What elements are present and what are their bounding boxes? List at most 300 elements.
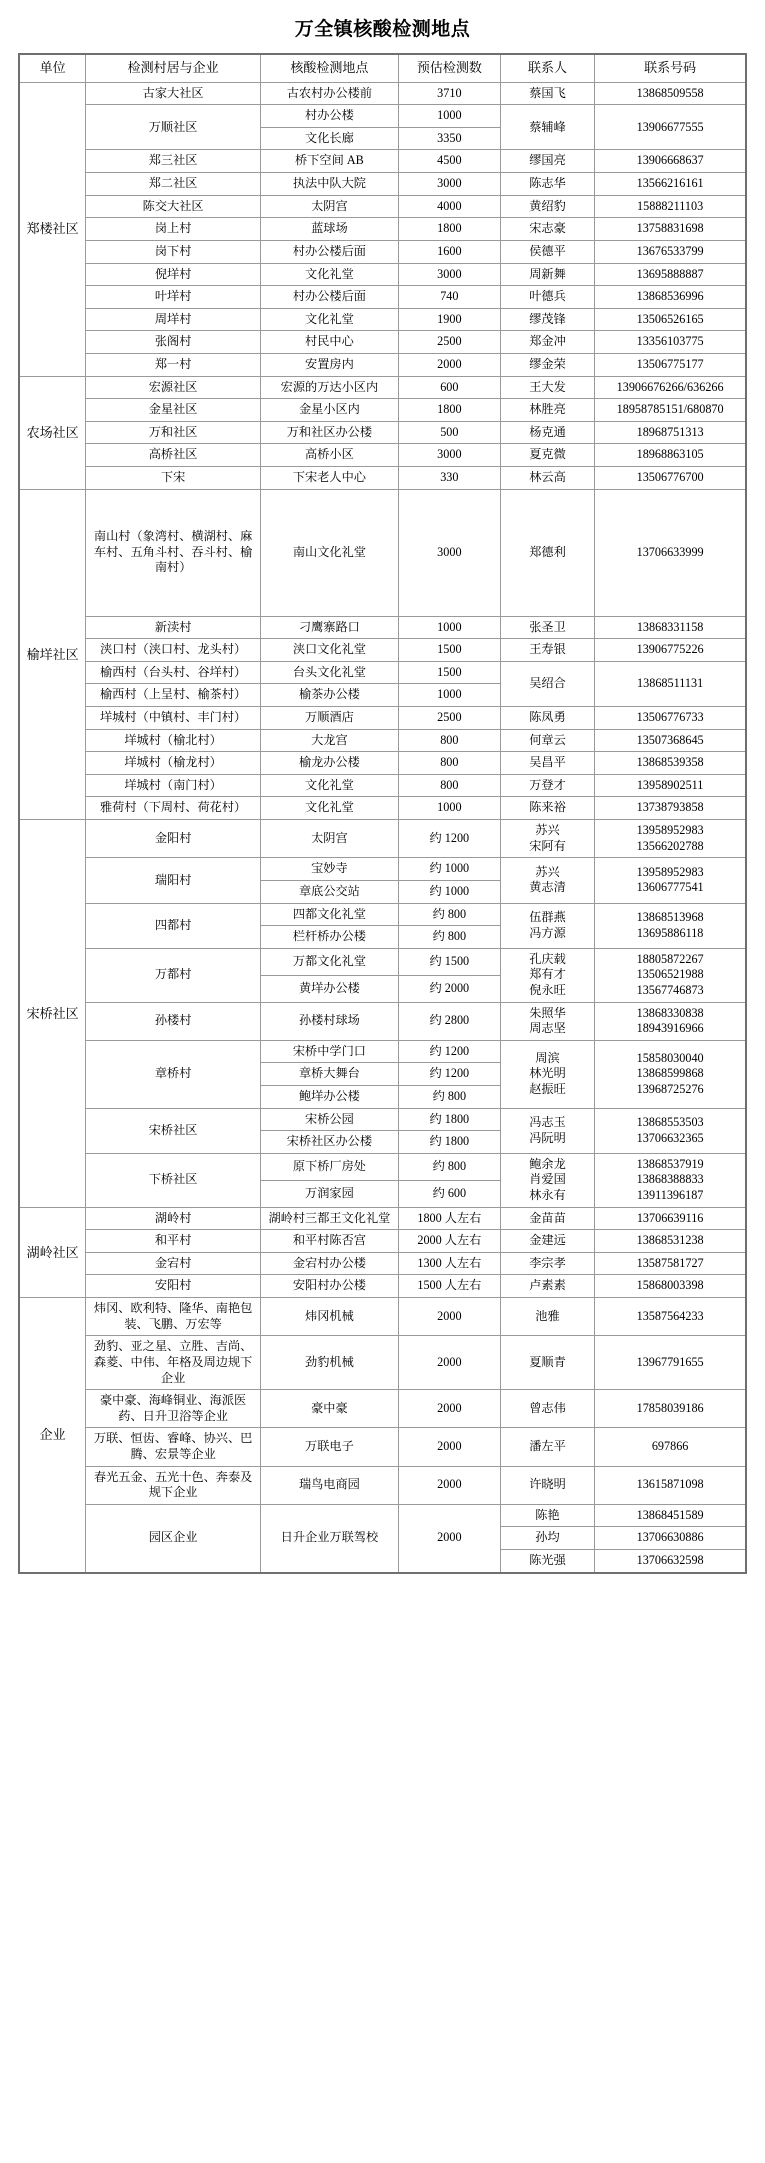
site-cell: 章底公交站 [260, 880, 398, 903]
table-row [19, 489, 746, 616]
contact-person-cell: 夏顺青 [500, 1336, 595, 1390]
village-cell: 周垟村 [86, 308, 260, 331]
table-row [19, 1390, 746, 1428]
contact-person-cell: 陈来裕 [500, 797, 595, 820]
site-cell: 文化礼堂 [260, 797, 398, 820]
unit-cell: 湖岭社区 [19, 1207, 86, 1297]
site-cell: 村办公楼后面 [260, 286, 398, 309]
contact-phone-cell [595, 948, 746, 1002]
contact-person-cell: 叶德兵 [500, 286, 595, 309]
site-cell: 章桥大舞台 [260, 1063, 398, 1086]
count-cell: 800 [398, 774, 500, 797]
contact-phone-cell: 13566216161 [595, 173, 746, 196]
contact-phone-cell-line: 13567746873 [636, 982, 704, 997]
count-cell: 2000 [398, 1466, 500, 1504]
table-row [19, 399, 746, 422]
table-row [19, 1040, 746, 1063]
contact-phone-cell: 13587581727 [595, 1252, 746, 1275]
table-row [19, 286, 746, 309]
site-cell: 刁鹰寨路口 [260, 616, 398, 639]
contact-phone-cell-line: 13606777541 [636, 880, 704, 895]
contact-person-cell: 陈志华 [500, 173, 595, 196]
table-row [19, 421, 746, 444]
contact-person-cell-line: 黄志清 [529, 880, 566, 895]
contact-phone-cell-line: 13868553503 [636, 1115, 704, 1130]
contact-person-cell: 缪国亮 [500, 150, 595, 173]
contact-person-cell-line: 冯阮明 [529, 1130, 566, 1145]
site-cell: 执法中队大院 [260, 173, 398, 196]
contact-person-cell-line: 宋阿有 [529, 838, 566, 853]
site-cell: 湖岭村三都王文化礼堂 [260, 1207, 398, 1230]
contact-phone-cell: 17858039186 [595, 1390, 746, 1428]
village-cell: 垟城村（榆龙村） [86, 752, 260, 775]
contact-phone-cell [595, 1108, 746, 1153]
village-cell: 郑三社区 [86, 150, 260, 173]
contact-person-cell-line: 林永有 [529, 1188, 566, 1203]
site-cell: 万都文化礼堂 [260, 948, 398, 975]
contact-person-cell-line: 苏兴 [535, 864, 560, 879]
contact-phone-cell: 15868003398 [595, 1275, 746, 1298]
page-title: 万全镇核酸检测地点 [294, 19, 471, 40]
table-row [19, 1275, 746, 1298]
contact-person-cell: 黄绍豹 [500, 195, 595, 218]
count-cell: 2000 [398, 1428, 500, 1466]
table-row [19, 616, 746, 639]
contact-person-cell: 杨克通 [500, 421, 595, 444]
village-cell: 古家大社区 [86, 82, 260, 105]
table-row [19, 820, 746, 858]
contact-person-cell-line: 冯志玉 [529, 1115, 566, 1130]
contact-phone-cell: 13695888887 [595, 263, 746, 286]
site-cell: 台头文化礼堂 [260, 661, 398, 684]
count-cell: 1800 人左右 [398, 1207, 500, 1230]
contact-phone-cell: 18968863105 [595, 444, 746, 467]
village-cell: 宋桥社区 [86, 1108, 260, 1153]
column-header-phone: 联系号码 [595, 54, 746, 82]
count-cell: 约 1500 [398, 948, 500, 975]
contact-phone-cell: 13506776700 [595, 466, 746, 489]
site-cell: 宋桥中学门口 [260, 1040, 398, 1063]
village-cell: 湖岭村 [86, 1207, 260, 1230]
contact-phone-cell: 13706630886 [595, 1527, 746, 1550]
contact-person-cell: 宋志豪 [500, 218, 595, 241]
contact-phone-cell-line: 13868513968 [636, 910, 704, 925]
table-row [19, 173, 746, 196]
village-cell: 春光五金、五光十色、奔泰及规下企业 [86, 1466, 260, 1504]
count-cell: 约 1000 [398, 858, 500, 881]
contact-person-cell-line: 林光明 [529, 1066, 566, 1081]
contact-phone-cell-line: 13506521988 [636, 967, 704, 982]
village-cell: 豪中豪、海峰铜业、海派医药、日升卫浴等企业 [86, 1390, 260, 1428]
contact-person-cell [500, 903, 595, 948]
village-cell: 南山村（象湾村、横湖村、麻车村、五角斗村、吞斗村、榆南村） [86, 489, 260, 616]
contact-person-cell: 金建远 [500, 1230, 595, 1253]
table-row [19, 105, 746, 128]
contact-phone-cell: 13958902511 [595, 774, 746, 797]
count-cell: 330 [398, 466, 500, 489]
count-cell: 1800 [398, 218, 500, 241]
contact-person-cell-line: 周志坚 [529, 1021, 566, 1036]
column-header-unit: 单位 [19, 54, 86, 82]
table-row [19, 1230, 746, 1253]
column-header-village: 检测村居与企业 [86, 54, 260, 82]
contact-phone-cell: 13615871098 [595, 1466, 746, 1504]
contact-phone-cell: 13738793858 [595, 797, 746, 820]
table-row [19, 1153, 746, 1180]
table-body [19, 82, 746, 1573]
table-row [19, 308, 746, 331]
village-cell: 瑞阳村 [86, 858, 260, 903]
contact-phone-cell-line: 13868388833 [636, 1172, 704, 1187]
unit-cell: 农场社区 [19, 376, 86, 489]
contact-person-cell-line: 肖爱国 [529, 1172, 566, 1187]
contact-phone-cell: 13868536996 [595, 286, 746, 309]
contact-phone-cell: 13356103775 [595, 331, 746, 354]
count-cell: 2000 [398, 353, 500, 376]
contact-phone-cell: 13758831698 [595, 218, 746, 241]
table-row [19, 903, 746, 926]
table-row [19, 195, 746, 218]
site-cell: 文化礼堂 [260, 263, 398, 286]
testing-locations-table [18, 53, 747, 1574]
count-cell: 3000 [398, 173, 500, 196]
count-cell: 约 800 [398, 1086, 500, 1109]
contact-person-cell-line: 倪永旺 [529, 982, 566, 997]
count-cell: 800 [398, 729, 500, 752]
count-cell: 1500 [398, 639, 500, 662]
unit-cell: 郑楼社区 [19, 82, 86, 376]
site-cell: 原下桥厂房处 [260, 1153, 398, 1180]
contact-person-cell: 侯德平 [500, 240, 595, 263]
site-cell: 万和社区办公楼 [260, 421, 398, 444]
count-cell: 约 1800 [398, 1131, 500, 1154]
village-cell: 雅荷村（下周村、荷花村） [86, 797, 260, 820]
contact-phone-cell: 13587564233 [595, 1298, 746, 1336]
table-row [19, 240, 746, 263]
village-cell: 园区企业 [86, 1504, 260, 1572]
village-cell: 垟城村（中镇村、丰门村） [86, 707, 260, 730]
village-cell: 陈交大社区 [86, 195, 260, 218]
site-cell: 宏源的万达小区内 [260, 376, 398, 399]
contact-phone-cell: 13507368645 [595, 729, 746, 752]
contact-phone-cell: 13706639116 [595, 1207, 746, 1230]
village-cell: 榆西村（台头村、谷垟村） [86, 661, 260, 684]
contact-phone-cell-line: 13911396187 [636, 1188, 704, 1203]
site-cell: 劲豹机械 [260, 1336, 398, 1390]
contact-phone-cell-line: 13868330838 [636, 1005, 704, 1020]
count-cell: 约 800 [398, 903, 500, 926]
contact-phone-cell-line: 18943916966 [636, 1021, 704, 1036]
contact-phone-cell: 13967791655 [595, 1336, 746, 1390]
contact-person-cell: 缪金荣 [500, 353, 595, 376]
table-row [19, 353, 746, 376]
village-cell: 章桥村 [86, 1040, 260, 1108]
site-cell: 安置房内 [260, 353, 398, 376]
contact-phone-cell-line: 15858030040 [636, 1050, 704, 1065]
village-cell: 张阁村 [86, 331, 260, 354]
village-cell: 万和社区 [86, 421, 260, 444]
contact-phone-cell: 13676533799 [595, 240, 746, 263]
table-row [19, 466, 746, 489]
table-row [19, 1336, 746, 1390]
contact-person-cell: 陈光强 [500, 1550, 595, 1573]
contact-person-cell [500, 1153, 595, 1207]
contact-person-cell: 林云高 [500, 466, 595, 489]
count-cell: 740 [398, 286, 500, 309]
count-cell: 600 [398, 376, 500, 399]
contact-person-cell: 夏克微 [500, 444, 595, 467]
table-row [19, 1428, 746, 1466]
count-cell: 约 1000 [398, 880, 500, 903]
contact-phone-cell: 13706632598 [595, 1550, 746, 1573]
site-cell: 金宕村办公楼 [260, 1252, 398, 1275]
count-cell: 4000 [398, 195, 500, 218]
count-cell: 3000 [398, 263, 500, 286]
village-cell: 郑一村 [86, 353, 260, 376]
site-cell: 蓝球场 [260, 218, 398, 241]
table-row [19, 218, 746, 241]
table-row [19, 774, 746, 797]
contact-person-cell: 张圣卫 [500, 616, 595, 639]
count-cell: 1500 [398, 661, 500, 684]
village-cell: 四都村 [86, 903, 260, 948]
contact-phone-cell: 13506775177 [595, 353, 746, 376]
contact-phone-cell [595, 820, 746, 858]
table-row [19, 1108, 746, 1131]
site-cell: 鲍垟办公楼 [260, 1086, 398, 1109]
count-cell: 约 600 [398, 1180, 500, 1207]
table-row [19, 707, 746, 730]
table-row [19, 331, 746, 354]
table-row [19, 729, 746, 752]
count-cell: 约 1200 [398, 1063, 500, 1086]
contact-phone-cell-line: 13968725276 [636, 1082, 704, 1096]
count-cell: 3710 [398, 82, 500, 105]
site-cell: 豪中豪 [260, 1390, 398, 1428]
count-cell: 约 2800 [398, 1002, 500, 1040]
column-header-site: 核酸检测地点 [260, 54, 398, 82]
village-cell: 高桥社区 [86, 444, 260, 467]
count-cell: 1000 [398, 797, 500, 820]
site-cell: 浃口文化礼堂 [260, 639, 398, 662]
table-row [19, 1466, 746, 1504]
site-cell: 金星小区内 [260, 399, 398, 422]
table-row [19, 82, 746, 105]
site-cell: 宋桥社区办公楼 [260, 1131, 398, 1154]
table-row [19, 1504, 746, 1527]
village-cell: 下桥社区 [86, 1153, 260, 1207]
contact-phone-cell: 13868331158 [595, 616, 746, 639]
contact-person-cell-line: 冯方源 [529, 925, 566, 940]
village-cell: 榆西村（上呈村、榆茶村） [86, 684, 260, 707]
contact-person-cell: 陈凤勇 [500, 707, 595, 730]
count-cell: 3000 [398, 489, 500, 616]
village-cell: 浃口村（浃口村、龙头村） [86, 639, 260, 662]
contact-phone-cell: 697866 [595, 1428, 746, 1466]
contact-person-cell-line: 鲍余龙 [529, 1156, 566, 1171]
site-cell: 孙楼村球场 [260, 1002, 398, 1040]
site-cell: 村民中心 [260, 331, 398, 354]
contact-phone-cell [595, 1040, 746, 1108]
contact-phone-cell [595, 1153, 746, 1207]
table-row [19, 639, 746, 662]
column-header-count: 预估检测数 [398, 54, 500, 82]
site-cell: 日升企业万联驾校 [260, 1504, 398, 1572]
contact-person-cell [500, 1040, 595, 1108]
site-cell: 榆茶办公楼 [260, 684, 398, 707]
contact-phone-cell: 13506526165 [595, 308, 746, 331]
count-cell: 1500 人左右 [398, 1275, 500, 1298]
contact-person-cell: 郑金冲 [500, 331, 595, 354]
column-header-person: 联系人 [500, 54, 595, 82]
contact-phone-cell: 18958785151/680870 [595, 399, 746, 422]
contact-person-cell: 缪茂锋 [500, 308, 595, 331]
unit-cell: 企业 [19, 1298, 86, 1573]
site-cell: 文化礼堂 [260, 308, 398, 331]
village-cell: 金阳村 [86, 820, 260, 858]
table-row [19, 797, 746, 820]
contact-phone-cell [595, 858, 746, 903]
site-cell: 桥下空间 AB [260, 150, 398, 173]
contact-person-cell: 万登才 [500, 774, 595, 797]
site-cell: 黄垟办公楼 [260, 975, 398, 1002]
contact-person-cell: 孙均 [500, 1527, 595, 1550]
contact-person-cell-line: 伍群燕 [529, 910, 566, 925]
site-cell: 南山文化礼堂 [260, 489, 398, 616]
site-cell: 炜冈机械 [260, 1298, 398, 1336]
count-cell: 约 1800 [398, 1108, 500, 1131]
contact-person-cell: 陈艳 [500, 1504, 595, 1527]
count-cell: 约 2000 [398, 975, 500, 1002]
count-cell: 1300 人左右 [398, 1252, 500, 1275]
village-cell: 岗上村 [86, 218, 260, 241]
count-cell: 500 [398, 421, 500, 444]
contact-phone-cell-line: 13868537919 [636, 1156, 704, 1171]
contact-phone-cell: 13706633999 [595, 489, 746, 616]
table-row [19, 150, 746, 173]
count-cell: 1600 [398, 240, 500, 263]
contact-person-cell: 郑德利 [500, 489, 595, 616]
count-cell: 3350 [398, 127, 500, 150]
contact-person-cell [500, 858, 595, 903]
contact-phone-cell: 13906668637 [595, 150, 746, 173]
village-cell: 万顺社区 [86, 105, 260, 150]
site-cell: 文化长廊 [260, 127, 398, 150]
site-cell: 大龙宫 [260, 729, 398, 752]
count-cell: 2000 [398, 1390, 500, 1428]
contact-phone-cell [595, 1002, 746, 1040]
table-row [19, 1298, 746, 1336]
site-cell: 万润家园 [260, 1180, 398, 1207]
contact-phone-cell-line: 13868599868 [636, 1066, 704, 1081]
table-row [19, 376, 746, 399]
contact-person-cell-line: 郑有才 [529, 967, 566, 982]
contact-phone-cell-line: 13958952983 [636, 864, 704, 879]
count-cell: 2500 [398, 331, 500, 354]
village-cell: 新渎村 [86, 616, 260, 639]
count-cell: 1800 [398, 399, 500, 422]
table-row [19, 1207, 746, 1230]
site-cell: 四都文化礼堂 [260, 903, 398, 926]
site-cell: 下宋老人中心 [260, 466, 398, 489]
table-row [19, 948, 746, 975]
table-header [19, 54, 746, 82]
contact-person-cell: 池雅 [500, 1298, 595, 1336]
count-cell: 2500 [398, 707, 500, 730]
table-row [19, 752, 746, 775]
village-cell: 岗下村 [86, 240, 260, 263]
village-cell: 和平村 [86, 1230, 260, 1253]
contact-person-cell: 蔡国飞 [500, 82, 595, 105]
contact-person-cell-line: 周滨 [535, 1050, 560, 1065]
contact-phone-cell: 13868451589 [595, 1504, 746, 1527]
contact-person-cell: 吴昌平 [500, 752, 595, 775]
contact-person-cell [500, 1002, 595, 1040]
village-cell: 垟城村（南门村） [86, 774, 260, 797]
contact-person-cell: 何章云 [500, 729, 595, 752]
village-cell: 宏源社区 [86, 376, 260, 399]
count-cell: 1000 [398, 105, 500, 128]
site-cell: 宝妙寺 [260, 858, 398, 881]
village-cell: 垟城村（榆北村） [86, 729, 260, 752]
site-cell: 栏杆桥办公楼 [260, 926, 398, 949]
site-cell: 万顺酒店 [260, 707, 398, 730]
village-cell: 郑二社区 [86, 173, 260, 196]
count-cell: 800 [398, 752, 500, 775]
contact-phone-cell: 15888211103 [595, 195, 746, 218]
village-cell: 金星社区 [86, 399, 260, 422]
contact-person-cell: 潘左平 [500, 1428, 595, 1466]
count-cell: 3000 [398, 444, 500, 467]
contact-person-cell: 曾志伟 [500, 1390, 595, 1428]
village-cell: 孙楼村 [86, 1002, 260, 1040]
site-cell: 宋桥公园 [260, 1108, 398, 1131]
contact-phone-cell: 13906677555 [595, 105, 746, 150]
contact-person-cell-line: 赵振旺 [529, 1082, 566, 1096]
site-cell: 高桥小区 [260, 444, 398, 467]
village-cell: 下宋 [86, 466, 260, 489]
contact-phone-cell: 13868531238 [595, 1230, 746, 1253]
table-row [19, 661, 746, 684]
contact-phone-cell-line: 13566202788 [636, 838, 704, 853]
village-cell: 安阳村 [86, 1275, 260, 1298]
contact-person-cell [500, 1108, 595, 1153]
unit-cell: 榆垟社区 [19, 489, 86, 819]
contact-person-cell-line: 苏兴 [535, 823, 560, 838]
contact-person-cell: 吴绍合 [500, 661, 595, 706]
site-cell: 和平村陈否宫 [260, 1230, 398, 1253]
contact-phone-cell: 13906676266/636266 [595, 376, 746, 399]
count-cell: 2000 [398, 1504, 500, 1572]
site-cell: 村办公楼 [260, 105, 398, 128]
table-row [19, 1252, 746, 1275]
count-cell: 约 1200 [398, 1040, 500, 1063]
village-cell: 金宕村 [86, 1252, 260, 1275]
contact-person-cell: 王大发 [500, 376, 595, 399]
village-cell: 炜冈、欧利特、隆华、南艳包装、飞鹏、万宏等 [86, 1298, 260, 1336]
contact-phone-cell: 18968751313 [595, 421, 746, 444]
count-cell: 2000 人左右 [398, 1230, 500, 1253]
count-cell: 约 800 [398, 926, 500, 949]
table-row [19, 858, 746, 881]
contact-person-cell [500, 948, 595, 1002]
table-row [19, 1002, 746, 1040]
contact-person-cell: 林胜亮 [500, 399, 595, 422]
contact-person-cell: 许晓明 [500, 1466, 595, 1504]
table-row [19, 263, 746, 286]
count-cell: 4500 [398, 150, 500, 173]
site-cell: 太阴宫 [260, 195, 398, 218]
